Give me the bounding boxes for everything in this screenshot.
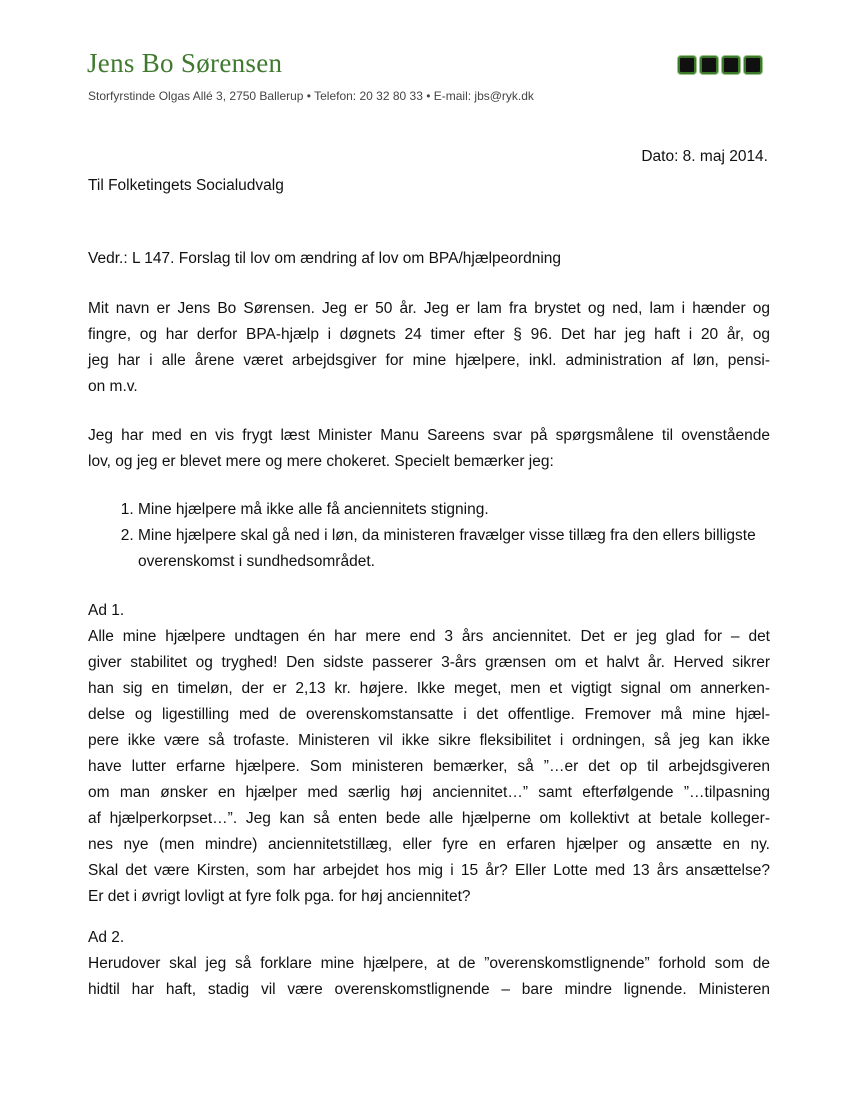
paragraph-line: Herudover skal jeg så forklare mine hjælpere, at de ”overenskomstlignende” forhold som de <box>88 955 770 972</box>
list-item: 1. Mine hjælpere må ikke alle få anciennitets stigning. <box>138 497 770 523</box>
section-ad-2 <box>88 925 770 1003</box>
paragraph-line: Alle mine hjælpere undtagen én har mere end 3 års anciennitet. Det er jeg glad for – det <box>88 628 770 645</box>
paragraph-line: Jeg har med en vis frygt læst Minister Manu Sareens svar på spørgsmålene til ovenstående <box>88 427 770 444</box>
section-heading: Ad 1. <box>88 602 125 619</box>
paragraph-line: hidtil har haft, stadig vil være overenskomstlignende – bare mindre lignende. Ministeren <box>88 981 770 998</box>
logo-square-icon <box>678 56 696 74</box>
list-item: 2. Mine hjælpere skal gå ned i løn, da ministeren fravælger visse tillæg fra den ellers billigste overenskomst i sundhedsområdet. <box>138 523 770 575</box>
four-square-logo-icon <box>678 56 762 74</box>
paragraph-line: jeg har i alle årene været arbejdsgiver for mine hjælpere, inkl. administration af løn, pensi- <box>88 352 770 369</box>
concern-list <box>88 497 770 575</box>
paragraph-line: have lutter erfarne hjælpere. Som ministeren bemærker, så ”…er det op til arbejdsgiveren <box>88 758 770 775</box>
paragraph-line: nes nye (men mindre) anciennitetstillæg, eller fyre en erfaren hjælper og ansætte en ny. <box>88 836 770 853</box>
paragraph-line: Skal det være Kirsten, som har arbejdet hos mig i 15 år? Eller Lotte med 13 års ansættelse? <box>88 862 770 879</box>
paragraph-line: han sig en timeløn, der er 2,13 kr. højere. Ikke meget, men et vigtigt signal om annerken- <box>88 680 770 697</box>
concern-paragraph <box>88 423 770 475</box>
paragraph-line: delse og ligestilling med de overenskomstansatte i det offentlige. Fremover må mine hjæl- <box>88 706 770 723</box>
subject-text: Vedr.: L 147. Forslag til lov om ændring af lov om BPA/hjælpeordning <box>88 250 561 267</box>
paragraph-line: Mit navn er Jens Bo Sørensen. Jeg er 50 år. Jeg er lam fra brystet og ned, lam i hænder og <box>88 300 770 317</box>
paragraph-line: Er det i øvrigt lovligt at fyre folk pga. for høj anciennitet? <box>88 888 471 905</box>
logo-square-icon <box>700 56 718 74</box>
paragraph-line: giver stabilitet og tryghed! Den sidste passerer 3-års grænsen om et halvt år. Herved sikrer <box>88 654 770 671</box>
paragraph-line: fingre, og har derfor BPA-hjælp i døgnets 24 timer efter § 96. Det har jeg haft i 20 år, og <box>88 326 770 343</box>
paragraph-line: pere ikke være så trofaste. Ministeren vil ikke sikre fleksibilitet i ordningen, så jeg kan ikke <box>88 732 770 749</box>
paragraph-line: af hjælperkorpset…”. Jeg kan så enten bede alle hjælperne om kollektivt at betale kolleger- <box>88 810 770 827</box>
logo-square-icon <box>744 56 762 74</box>
paragraph-line: on m.v. <box>88 378 138 395</box>
paragraph-line: om man ønsker en hjælper med særlig høj anciennitet…” samt efterfølgende ”…tilpasning <box>88 784 770 801</box>
sender-contact-line: Storfyrstinde Olgas Allé 3, 2750 Ballerup • Telefon: 20 32 80 33 • E-mail: jbs@ryk.dk <box>88 89 534 103</box>
logo-square-icon <box>722 56 740 74</box>
paragraph-line: lov, og jeg er blevet mere og mere chokeret. Specielt bemærker jeg: <box>88 453 554 470</box>
letter-date: Dato: 8. maj 2014. <box>641 148 768 165</box>
section-heading: Ad 2. <box>88 929 125 946</box>
recipient-text: Til Folketingets Socialudvalg <box>88 177 284 194</box>
section-ad-1 <box>88 598 770 910</box>
numbered-list <box>88 497 770 575</box>
letter-subject <box>88 246 770 272</box>
sender-name: Jens Bo Sørensen <box>87 48 283 78</box>
letter-recipient <box>88 173 770 199</box>
intro-paragraph <box>88 296 770 400</box>
